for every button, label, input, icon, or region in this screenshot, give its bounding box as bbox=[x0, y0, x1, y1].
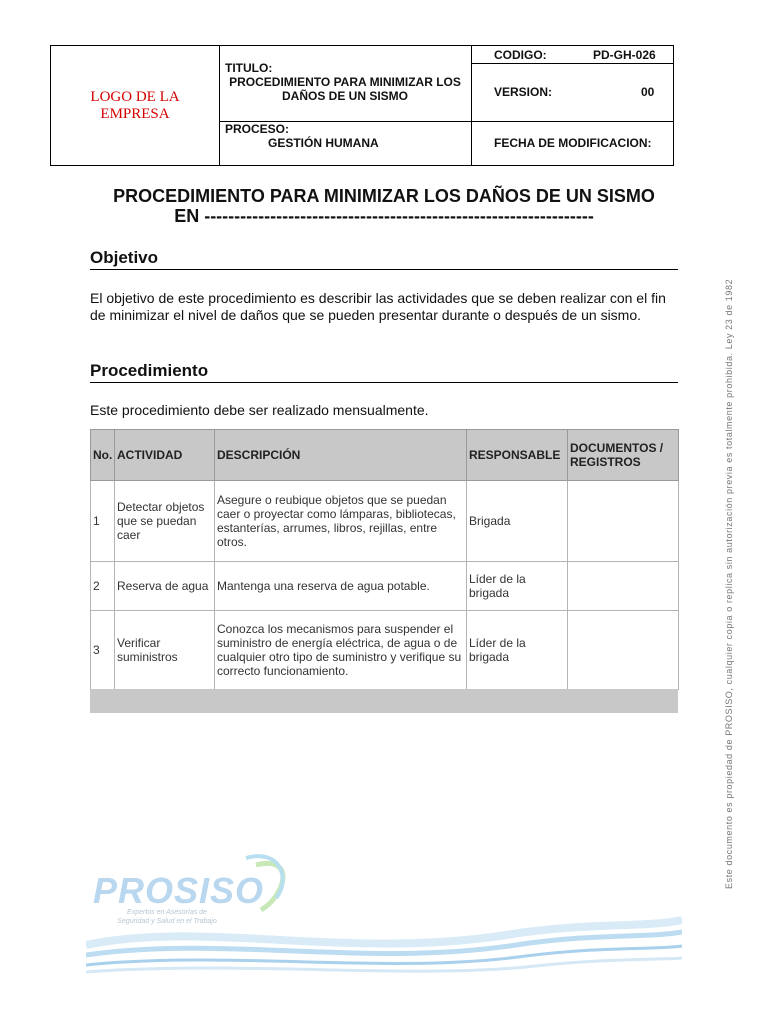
company-logo-placeholder bbox=[51, 46, 220, 165]
row-documents bbox=[568, 611, 679, 690]
row-description: Mantenga una reserva de agua potable. bbox=[215, 562, 467, 611]
row-responsible: Brigada bbox=[467, 481, 568, 562]
objective-heading: Objetivo bbox=[90, 248, 678, 270]
column-header-responsible: RESPONSABLE bbox=[467, 430, 568, 481]
document-title-line-1: PROCEDIMIENTO PARA MINIMIZAR LOS DAÑOS DE UN SISMO bbox=[113, 186, 655, 206]
version-label: VERSION: bbox=[494, 85, 553, 99]
column-header-no: No. bbox=[91, 430, 115, 481]
title-label: TITULO: bbox=[225, 61, 273, 75]
side-copyright-notice: Este documento es propiedad de PROSISO, cualquier copia o replica sin autorización previa es totalmente prohibida. Ley 23 de 1982 bbox=[724, 278, 734, 889]
logo-line-1: LOGO DE LA bbox=[90, 88, 180, 105]
row-responsible: Líder de la brigada bbox=[467, 611, 568, 690]
procedure-intro: Este procedimiento debe ser realizado mensualmente. bbox=[90, 402, 429, 418]
process-value: GESTIÓN HUMANA bbox=[268, 136, 379, 150]
row-activity: Reserva de agua bbox=[115, 562, 215, 611]
objective-text: El objetivo de este procedimiento es describir las actividades que se deben realizar con el fin de minimizar el nivel de daños que se pueden presentar durante o después de un sismo. bbox=[90, 290, 666, 323]
procedure-heading: Procedimiento bbox=[90, 361, 678, 383]
table-footer-bar bbox=[90, 689, 678, 713]
row-description: Asegure o reubique objetos que se puedan caer o proyectar como lámparas, bibliotecas, estanterías, arrumes, libros, rejillas, entre otros. bbox=[215, 481, 467, 562]
table-row bbox=[91, 611, 679, 690]
modification-date-label: FECHA DE MODIFICACION: bbox=[494, 136, 652, 150]
procedure-table bbox=[90, 429, 679, 690]
process-cell bbox=[219, 122, 472, 165]
document-header bbox=[50, 45, 674, 166]
prosiso-tagline-line-1: Expertos en Asesorías de bbox=[127, 909, 207, 916]
table-row bbox=[91, 562, 679, 611]
table-row bbox=[91, 481, 679, 562]
version-cell bbox=[472, 64, 673, 122]
modification-date-cell bbox=[472, 122, 673, 165]
row-documents bbox=[568, 481, 679, 562]
table-header-row bbox=[91, 430, 679, 481]
code-label: CODIGO: bbox=[494, 48, 547, 62]
process-label: PROCESO: bbox=[225, 122, 290, 136]
title-value-line-2: DAÑOS DE UN SISMO bbox=[281, 89, 408, 103]
row-number: 2 bbox=[91, 562, 115, 611]
prosiso-tagline-line-2: Seguridad y Salud en el Trabajo bbox=[117, 918, 217, 925]
row-number: 1 bbox=[91, 481, 115, 562]
row-activity: Verificar suministros bbox=[115, 611, 215, 690]
document-title bbox=[90, 186, 678, 226]
column-header-documents: DOCUMENTOS / REGISTROS bbox=[568, 430, 679, 481]
version-value: 00 bbox=[641, 85, 655, 99]
row-documents bbox=[568, 562, 679, 611]
prosiso-tagline bbox=[92, 908, 242, 926]
row-activity: Detectar objetos que se puedan caer bbox=[115, 481, 215, 562]
row-number: 3 bbox=[91, 611, 115, 690]
title-value-line-1: PROCEDIMIENTO PARA MINIMIZAR LOS bbox=[229, 75, 461, 89]
logo-line-2: EMPRESA bbox=[100, 105, 170, 122]
code-value: PD-GH-026 bbox=[593, 48, 656, 62]
row-responsible: Líder de la brigada bbox=[467, 562, 568, 611]
column-header-activity: ACTIVIDAD bbox=[115, 430, 215, 481]
title-cell bbox=[219, 46, 472, 122]
row-description: Conozca los mecanismos para suspender el suministro de energía eléctrica, de agua o de cualquier otro tipo de suministro y verifique su correcto funcionamiento. bbox=[215, 611, 467, 690]
document-title-line-2: EN ----------------------------------------------------------------- bbox=[174, 206, 594, 226]
column-header-description: DESCRIPCIÓN bbox=[215, 430, 467, 481]
prosiso-logo-text: PROSISO bbox=[93, 870, 265, 911]
code-cell bbox=[472, 46, 673, 64]
